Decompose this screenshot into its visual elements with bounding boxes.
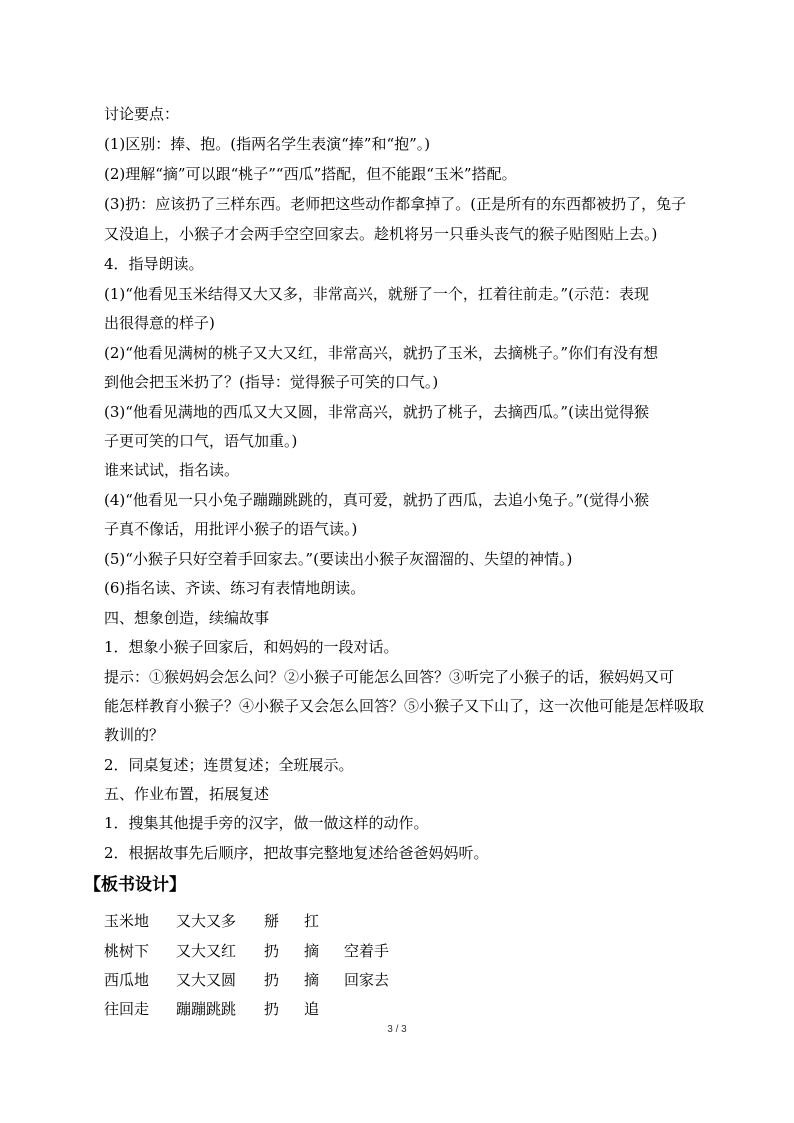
text-line: (3)“他看见满地的西瓜又大又圆，非常高兴，就扔了桃子，去摘西瓜。”(读出觉得猴 xyxy=(104,403,649,421)
board-cell: 摘 xyxy=(304,971,320,989)
section-heading: 五、作业布置，拓展复述 xyxy=(104,785,270,803)
board-cell: 往回走 xyxy=(104,1000,150,1018)
text-line: 1．搜集其他提手旁的汉字，做一做这样的动作。 xyxy=(104,814,429,832)
board-design-heading: 【板书设计】 xyxy=(84,875,186,895)
text-line: (3)扔：应该扔了三样东西。老师把这些动作都拿掉了。(正是所有的东西都被扔了，兔子 xyxy=(104,195,687,213)
board-cell: 扔 xyxy=(264,1000,280,1018)
text-line: 能怎样教育小猴子？④小猴子又会怎么回答？⑤小猴子又下山了，这一次他可能是怎样吸取 xyxy=(104,697,705,715)
board-cell: 摘 xyxy=(304,942,320,960)
board-cell: 追 xyxy=(304,1000,320,1018)
text-line: 1．想象小猴子回家后，和妈妈的一段对话。 xyxy=(104,638,399,656)
text-line: 提示：①猴妈妈会怎么问？②小猴子可能怎么回答？③听完了小猴子的话，猴妈妈又可 xyxy=(104,668,675,686)
text-line: 到他会把玉米扔了？(指导：觉得猴子可笑的口气。) xyxy=(104,373,439,391)
text-line: 出很得意的样子) xyxy=(104,314,215,332)
board-cell: 又大又红 xyxy=(176,942,237,960)
board-cell: 又大又多 xyxy=(176,912,237,930)
text-line: 4．指导朗读。 xyxy=(104,255,204,273)
text-line: 子真不像话，用批评小猴子的语气读。) xyxy=(104,520,358,538)
board-cell: 回家去 xyxy=(344,971,390,989)
board-cell: 玉米地 xyxy=(104,912,150,930)
text-line: (2)理解“摘”可以跟“桃子”“西瓜”搭配，但不能跟“玉米”搭配。 xyxy=(104,165,517,183)
text-line: 2．同桌复述；连贯复述；全班展示。 xyxy=(104,756,354,774)
text-line: (6)指名读、齐读、练习有表情地朗读。 xyxy=(104,579,366,597)
text-line: 子更可笑的口气，语气加重。) xyxy=(104,432,298,450)
page-number: 3 / 3 xyxy=(387,1024,407,1035)
board-cell: 又大又圆 xyxy=(176,971,237,989)
text-line: (4)“他看见一只小兔子蹦蹦跳跳的，真可爱，就扔了西瓜，去追小兔子。”(觉得小猴 xyxy=(104,491,649,509)
board-cell: 桃树下 xyxy=(104,942,150,960)
text-line: (1)“他看见玉米结得又大又多，非常高兴，就掰了一个，扛着往前走。”(示范：表现 xyxy=(104,285,649,303)
text-line: (2)“他看见满树的桃子又大又红，非常高兴，就扔了玉米，去摘桃子。”你们有没有想 xyxy=(104,344,659,362)
section-heading: 四、想象创造，续编故事 xyxy=(104,609,270,627)
text-line: (5)“小猴子只好空着手回家去。”(要读出小猴子灰溜溜的、失望的神情。) xyxy=(104,550,573,568)
board-cell: 西瓜地 xyxy=(104,971,150,989)
text-line: 又没追上，小猴子才会两手空空回家去。趁机将另一只垂头丧气的猴子贴图贴上去。) xyxy=(104,225,658,243)
text-line: 2．根据故事先后顺序，把故事完整地复述给爸爸妈妈听。 xyxy=(104,844,489,862)
text-line: 教训的？ xyxy=(104,726,165,744)
board-cell: 空着手 xyxy=(344,942,390,960)
board-cell: 扛 xyxy=(304,912,320,930)
text-line: (1)区别：捧、抱。(指两名学生表演“捧”和“抱”。) xyxy=(104,135,431,153)
board-cell: 掰 xyxy=(264,912,280,930)
text-line: 谁来试试，指名读。 xyxy=(104,461,240,479)
board-cell: 蹦蹦跳跳 xyxy=(176,1000,237,1018)
text-line: 讨论要点： xyxy=(104,105,180,123)
board-cell: 扔 xyxy=(264,971,280,989)
board-cell: 扔 xyxy=(264,942,280,960)
